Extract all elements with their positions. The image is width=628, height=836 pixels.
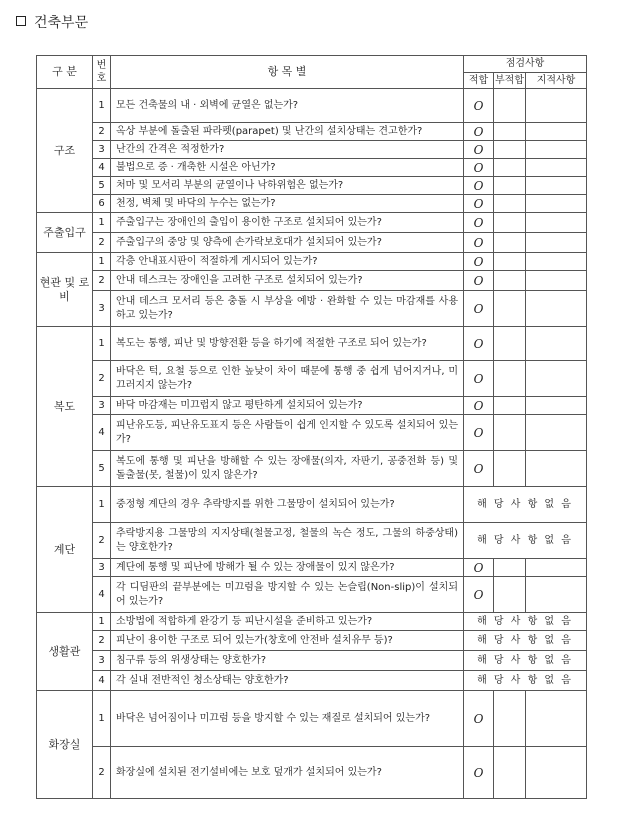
unfit-cell: [494, 253, 526, 271]
row-question: 주출입구의 중앙 및 양측에 손가락보호대가 설치되어 있는가?: [111, 233, 464, 253]
row-number: 1: [93, 327, 111, 361]
note-cell: [526, 123, 587, 141]
unfit-cell: [494, 327, 526, 361]
table-row: [37, 631, 587, 651]
row-number: 4: [93, 159, 111, 177]
unfit-cell: [494, 159, 526, 177]
unfit-cell: [494, 451, 526, 487]
note-cell: [526, 141, 587, 159]
fit-mark: O: [464, 123, 494, 141]
table-row: [37, 651, 587, 671]
not-applicable-cell: 해 당 사 항 없 음: [464, 487, 587, 523]
fit-mark: O: [464, 291, 494, 327]
table-row: [37, 613, 587, 631]
row-number: 1: [93, 613, 111, 631]
not-applicable-cell: 해 당 사 항 없 음: [464, 523, 587, 559]
unfit-cell: [494, 361, 526, 397]
row-number: 6: [93, 195, 111, 213]
row-number: 3: [93, 141, 111, 159]
table-row: [37, 291, 587, 327]
square-bullet-icon: [16, 16, 26, 26]
row-question: 각 실내 전반적인 청소상태는 양호한가?: [111, 671, 464, 691]
unfit-cell: [494, 213, 526, 233]
table-row: [37, 213, 587, 233]
row-question: 복도에 통행 및 피난을 방해할 수 있는 장애물(의자, 자판기, 공중전화 등) 및 돌출물(못, 철물)이 있지 않은가?: [111, 451, 464, 487]
unfit-cell: [494, 415, 526, 451]
category-cell: 복도: [37, 327, 93, 487]
header-category: 구 분: [37, 56, 93, 89]
fit-mark: O: [464, 415, 494, 451]
section-title: 건축부문: [16, 12, 88, 32]
unfit-cell: [494, 233, 526, 253]
unfit-cell: [494, 195, 526, 213]
not-applicable-cell: 해 당 사 항 없 음: [464, 613, 587, 631]
row-number: 1: [93, 691, 111, 747]
note-cell: [526, 177, 587, 195]
note-cell: [526, 233, 587, 253]
not-applicable-cell: 해 당 사 항 없 음: [464, 671, 587, 691]
row-number: 4: [93, 577, 111, 613]
note-cell: [526, 577, 587, 613]
row-question: 불법으로 증 · 개축한 시설은 아닌가?: [111, 159, 464, 177]
row-question: 화장실에 설치된 전기설비에는 보호 덮개가 설치되어 있는가?: [111, 747, 464, 799]
fit-mark: O: [464, 691, 494, 747]
row-number: 2: [93, 361, 111, 397]
row-question: 계단에 통행 및 피난에 방해가 될 수 있는 장애물이 있지 않은가?: [111, 559, 464, 577]
note-cell: [526, 361, 587, 397]
inspection-table: [36, 55, 587, 799]
table-row: [37, 141, 587, 159]
fit-mark: O: [464, 253, 494, 271]
row-number: 1: [93, 89, 111, 123]
fit-mark: O: [464, 233, 494, 253]
unfit-cell: [494, 89, 526, 123]
table-row: [37, 691, 587, 747]
category-cell: 화장실: [37, 691, 93, 799]
note-cell: [526, 195, 587, 213]
row-number: 2: [93, 233, 111, 253]
row-number: 2: [93, 271, 111, 291]
unfit-cell: [494, 691, 526, 747]
table-row: [37, 747, 587, 799]
table-row: [37, 487, 587, 523]
note-cell: [526, 253, 587, 271]
row-number: 2: [93, 747, 111, 799]
row-number: 5: [93, 177, 111, 195]
header-unfit: 부적합: [494, 73, 526, 89]
category-cell: 주출입구: [37, 213, 93, 253]
fit-mark: O: [464, 271, 494, 291]
row-question: 중정형 계단의 경우 추락방지를 위한 그물망이 설치되어 있는가?: [111, 487, 464, 523]
unfit-cell: [494, 747, 526, 799]
fit-mark: O: [464, 327, 494, 361]
unfit-cell: [494, 271, 526, 291]
row-question: 주출입구는 장애인의 출입이 용이한 구조로 설치되어 있는가?: [111, 213, 464, 233]
row-number: 3: [93, 291, 111, 327]
fit-mark: O: [464, 747, 494, 799]
row-question: 안내 데스크는 장애인을 고려한 구조로 설치되어 있는가?: [111, 271, 464, 291]
row-question: 안내 데스크 모서리 등은 충돌 시 부상을 예방 · 완화할 수 있는 마감재를 사용하고 있는가?: [111, 291, 464, 327]
table-row: [37, 523, 587, 559]
note-cell: [526, 397, 587, 415]
note-cell: [526, 159, 587, 177]
note-cell: [526, 747, 587, 799]
row-question: 각층 안내표시판이 적절하게 게시되어 있는가?: [111, 253, 464, 271]
row-question: 난간의 간격은 적정한가?: [111, 141, 464, 159]
fit-mark: O: [464, 361, 494, 397]
fit-mark: O: [464, 577, 494, 613]
header-item: 항 목 별: [111, 56, 464, 89]
unfit-cell: [494, 577, 526, 613]
row-question: 소방법에 적합하게 완강기 등 피난시설을 준비하고 있는가?: [111, 613, 464, 631]
row-number: 4: [93, 415, 111, 451]
table-row: [37, 271, 587, 291]
category-cell: 현관 및 로비: [37, 253, 93, 327]
unfit-cell: [494, 559, 526, 577]
note-cell: [526, 291, 587, 327]
table-row: [37, 177, 587, 195]
row-question: 모든 건축물의 내 · 외벽에 균열은 없는가?: [111, 89, 464, 123]
note-cell: [526, 271, 587, 291]
note-cell: [526, 451, 587, 487]
note-cell: [526, 691, 587, 747]
fit-mark: O: [464, 177, 494, 195]
row-question: 각 디딤판의 끝부분에는 미끄럼을 방지할 수 있는 논슬립(Non-slip)이 설치되어 있는가?: [111, 577, 464, 613]
category-cell: 구조: [37, 89, 93, 213]
table-row: [37, 327, 587, 361]
row-number: 4: [93, 671, 111, 691]
row-question: 피난유도등, 피난유도표지 등은 사람들이 쉽게 인지할 수 있도록 설치되어 있는가?: [111, 415, 464, 451]
row-question: 처마 및 모서리 부분의 균열이나 낙하위험은 없는가?: [111, 177, 464, 195]
table-row: [37, 253, 587, 271]
not-applicable-cell: 해 당 사 항 없 음: [464, 651, 587, 671]
fit-mark: O: [464, 195, 494, 213]
row-number: 3: [93, 559, 111, 577]
note-cell: [526, 327, 587, 361]
table-row: [37, 361, 587, 397]
row-number: 1: [93, 253, 111, 271]
note-cell: [526, 89, 587, 123]
unfit-cell: [494, 123, 526, 141]
row-question: 바닥은 턱, 요철 등으로 인한 높낮이 차이 때문에 통행 중 쉽게 넘어지거나, 미끄러지지 않는가?: [111, 361, 464, 397]
not-applicable-cell: 해 당 사 항 없 음: [464, 631, 587, 651]
row-question: 복도는 통행, 피난 및 방향전환 등을 하기에 적절한 구조로 되어 있는가?: [111, 327, 464, 361]
table-row: [37, 451, 587, 487]
row-number: 1: [93, 213, 111, 233]
table-row: [37, 559, 587, 577]
table-row: [37, 233, 587, 253]
table-row: [37, 415, 587, 451]
unfit-cell: [494, 177, 526, 195]
note-cell: [526, 213, 587, 233]
fit-mark: O: [464, 89, 494, 123]
fit-mark: O: [464, 141, 494, 159]
row-number: 1: [93, 487, 111, 523]
table-row: [37, 123, 587, 141]
table-row: [37, 159, 587, 177]
table-row: [37, 397, 587, 415]
fit-mark: O: [464, 213, 494, 233]
row-question: 천정, 벽체 및 바닥의 누수는 없는가?: [111, 195, 464, 213]
header-number: 번호: [93, 56, 111, 89]
row-question: 침구류 등의 위생상태는 양호한가?: [111, 651, 464, 671]
fit-mark: O: [464, 559, 494, 577]
table-row: [37, 195, 587, 213]
fit-mark: O: [464, 397, 494, 415]
table-row: [37, 577, 587, 613]
row-number: 3: [93, 651, 111, 671]
row-number: 2: [93, 631, 111, 651]
row-question: 바닥 마감재는 미끄럽지 않고 평탄하게 설치되어 있는가?: [111, 397, 464, 415]
unfit-cell: [494, 397, 526, 415]
table-row: [37, 89, 587, 123]
note-cell: [526, 559, 587, 577]
fit-mark: O: [464, 159, 494, 177]
header-fit: 적합: [464, 73, 494, 89]
header-check: 점검사항: [464, 56, 587, 73]
row-question: 추락방지용 그물망의 지지상태(철물고정, 철물의 녹슨 정도, 그물의 하중상태)는 양호한가?: [111, 523, 464, 559]
row-question: 피난이 용이한 구조로 되어 있는가(창호에 안전바 설치유무 등)?: [111, 631, 464, 651]
row-number: 3: [93, 397, 111, 415]
row-question: 바닥은 넘어짐이나 미끄럼 등을 방지할 수 있는 재질로 설치되어 있는가?: [111, 691, 464, 747]
unfit-cell: [494, 291, 526, 327]
header-note: 지적사항: [526, 73, 587, 89]
note-cell: [526, 415, 587, 451]
unfit-cell: [494, 141, 526, 159]
table-row: [37, 671, 587, 691]
category-cell: 생활관: [37, 613, 93, 691]
fit-mark: O: [464, 451, 494, 487]
row-question: 옥상 부분에 돌출된 파라펫(parapet) 및 난간의 설치상태는 견고한가?: [111, 123, 464, 141]
row-number: 5: [93, 451, 111, 487]
category-cell: 계단: [37, 487, 93, 613]
row-number: 2: [93, 523, 111, 559]
row-number: 2: [93, 123, 111, 141]
